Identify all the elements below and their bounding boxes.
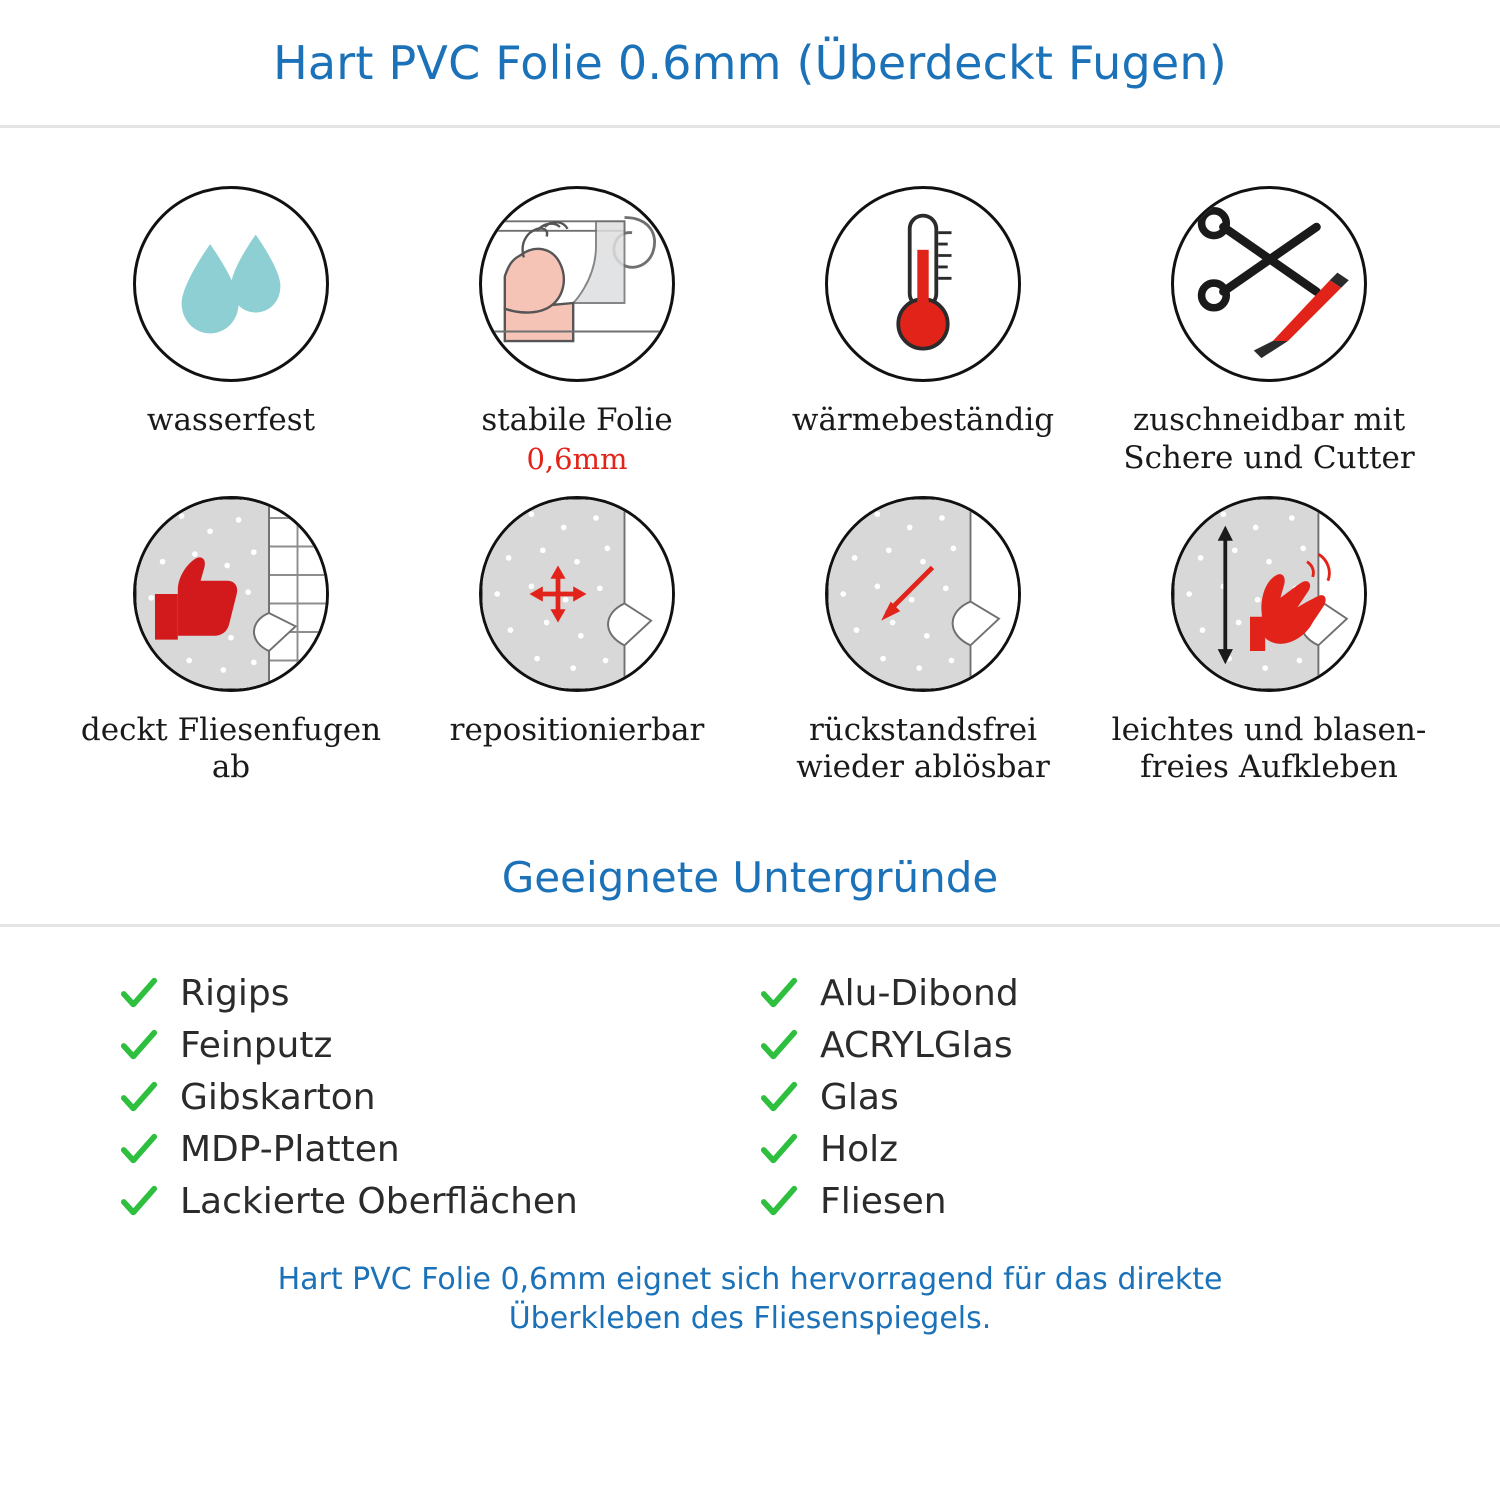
scissors-cutter-icon: [1174, 189, 1364, 379]
substrates-grid: [0, 927, 1500, 1222]
feature-caption: [147, 402, 315, 440]
feature-label: zuschneidbar mit Schere und Cutter: [1123, 402, 1415, 476]
feature-label: wasserfest: [146, 402, 316, 438]
feature-aufkleben: [1096, 496, 1442, 788]
feature-caption: [61, 712, 401, 788]
substrates-heading: Geeignete Untergründe: [501, 853, 999, 903]
feature-label: wärmebeständig: [791, 402, 1055, 438]
feature-label: rückstandsfrei wieder ablösbar: [796, 711, 1050, 786]
feature-repositionierbar: [404, 496, 750, 788]
footer-line-2: Überkleben des Fliesenspiegels.: [508, 1301, 992, 1337]
substrates-column-right: [760, 973, 1380, 1222]
substrates-column-left: [120, 973, 740, 1222]
hand-smoothing-icon: [1174, 499, 1364, 689]
substrate-label: Glas: [820, 1077, 899, 1119]
substrate-label: Fliesen: [820, 1181, 947, 1223]
footer-note: [0, 1260, 1500, 1338]
flexed-arm-film-icon: [482, 189, 672, 379]
substrates-heading-bar: [0, 831, 1500, 927]
check-icon: [120, 975, 158, 1013]
feature-caption: [792, 402, 1054, 440]
substrate-label: Gibskarton: [180, 1077, 376, 1119]
check-icon: [760, 1131, 798, 1169]
peel-off-arrow-icon: [828, 499, 1018, 689]
feature-caption: [1099, 402, 1439, 478]
substrate-label: ACRYLGlas: [820, 1025, 1013, 1067]
feature-deckt-fliesenfugen: [58, 496, 404, 788]
list-item: [120, 1077, 740, 1118]
feature-icon-circle: [825, 186, 1021, 382]
substrate-label: Holz: [820, 1129, 898, 1171]
feature-label: deckt Fliesenfugen ab: [80, 711, 382, 786]
feature-caption: [1099, 712, 1439, 788]
list-item: [760, 1181, 1380, 1222]
page-title: Hart PVC Folie 0.6mm (Überdeckt Fugen): [273, 35, 1227, 90]
substrate-label: Feinputz: [180, 1025, 333, 1067]
feature-icon-circle: [479, 186, 675, 382]
list-item: [760, 1077, 1380, 1118]
feature-label: leichtes und blasen-freies Aufkleben: [1111, 711, 1427, 786]
feature-stabile-folie: [404, 186, 750, 478]
list-item: [760, 973, 1380, 1014]
check-icon: [760, 1027, 798, 1065]
feature-caption: [450, 712, 705, 750]
feature-icon-circle: [133, 186, 329, 382]
feature-caption: [753, 712, 1093, 788]
four-way-arrow-icon: [482, 499, 672, 689]
check-icon: [760, 1183, 798, 1221]
substrate-label: Lackierte Oberflächen: [180, 1181, 578, 1223]
feature-icon-circle: [133, 496, 329, 692]
feature-label: stabile Folie: [481, 402, 673, 438]
feature-sublabel: 0,6mm: [526, 441, 628, 476]
feature-icon-circle: [1171, 186, 1367, 382]
list-item: [120, 1181, 740, 1222]
check-icon: [120, 1079, 158, 1117]
check-icon: [760, 975, 798, 1013]
water-drops-icon: [136, 189, 326, 379]
thumbs-up-tile-grout-icon: [136, 499, 326, 689]
check-icon: [760, 1079, 798, 1117]
feature-grid: [0, 128, 1500, 787]
feature-zuschneidbar: [1096, 186, 1442, 478]
feature-label: repositionierbar: [449, 711, 705, 748]
check-icon: [120, 1131, 158, 1169]
thermometer-icon: [828, 189, 1018, 379]
feature-icon-circle: [479, 496, 675, 692]
title-bar: [0, 0, 1500, 128]
substrate-label: MDP-Platten: [180, 1129, 400, 1171]
list-item: [760, 1025, 1380, 1066]
list-item: [120, 973, 740, 1014]
list-item: [120, 1025, 740, 1066]
check-icon: [120, 1183, 158, 1221]
footer-line-1: Hart PVC Folie 0,6mm eignet sich hervorragend für das direkte: [277, 1262, 1223, 1298]
feature-rueckstandsfrei: [750, 496, 1096, 788]
list-item: [760, 1129, 1380, 1170]
feature-caption: [481, 402, 672, 477]
substrate-label: Rigips: [180, 973, 290, 1015]
substrate-label: Alu-Dibond: [820, 973, 1019, 1015]
feature-waermebestaendig: [750, 186, 1096, 478]
feature-icon-circle: [825, 496, 1021, 692]
check-icon: [120, 1027, 158, 1065]
feature-wasserfest: [58, 186, 404, 478]
feature-icon-circle: [1171, 496, 1367, 692]
list-item: [120, 1129, 740, 1170]
